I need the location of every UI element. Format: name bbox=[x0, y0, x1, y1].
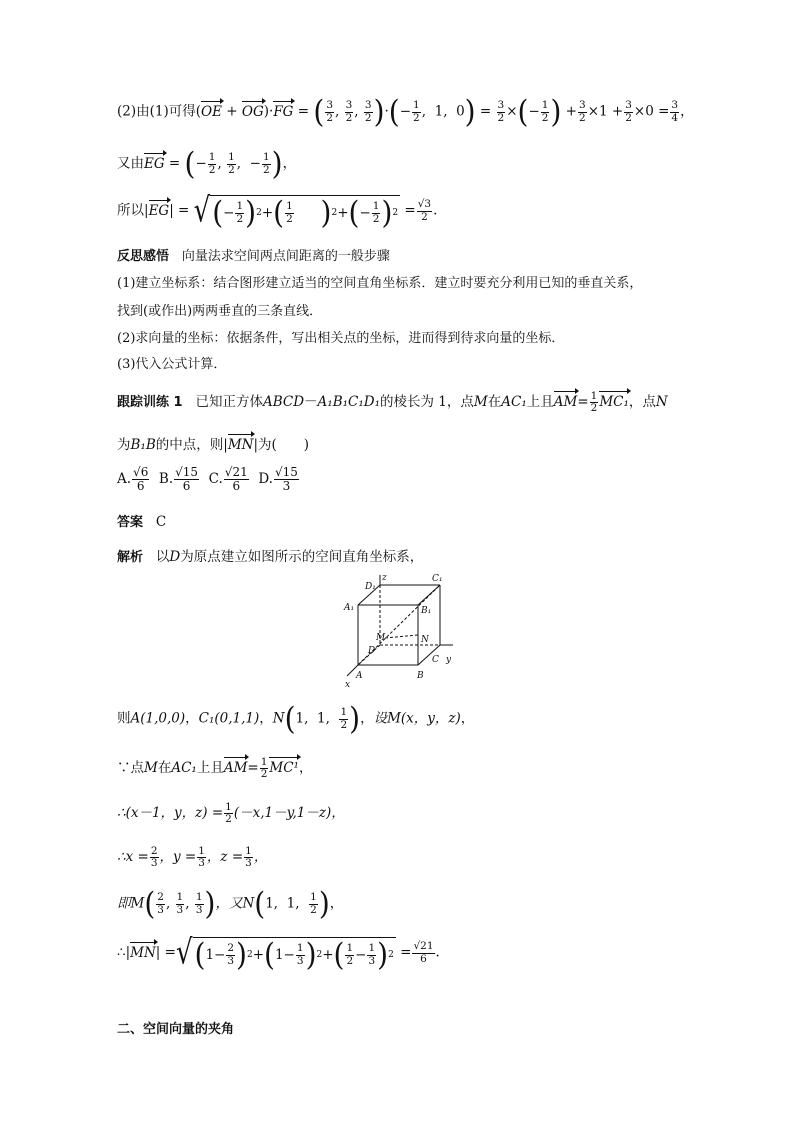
fraction: $\frac{3}{2}$ bbox=[497, 99, 505, 124]
label-c: C bbox=[432, 655, 439, 665]
analysis-label: 解析 bbox=[117, 550, 144, 565]
option-d: D. $\frac{√15}{3}$ bbox=[258, 465, 298, 493]
exercise-line1: 跟踪训练 1 已知正方体ABCD－A₁B₁C₁D₁的棱长为 1，点M在AC₁上且AM= $\frac{1}{2}$ MC₁，点N bbox=[117, 389, 668, 414]
section-title: 二、空间向量的夹角 bbox=[117, 1022, 235, 1037]
vector-am: AM bbox=[223, 760, 248, 776]
vector-mn: MN bbox=[227, 437, 254, 453]
dot-sign: · bbox=[269, 103, 274, 120]
answer-label: 答案 bbox=[117, 515, 144, 530]
len-prefix: 所以| bbox=[117, 202, 149, 219]
label-y: y bbox=[446, 655, 452, 665]
sqrt-expression: √ ( − $\frac{1}{2}$ ) 2 + ( $\frac{1}{2}$ ) 2 + ( − $\frac{1}{2}$ ) 2 bbox=[193, 191, 399, 231]
fraction: $\frac{1}{2}$ bbox=[413, 99, 420, 124]
label-b1: B₁ bbox=[421, 606, 432, 616]
fraction: $\frac{1}{2}$ bbox=[208, 151, 216, 176]
part2-prefix: (2)由(1)可得 bbox=[117, 103, 196, 120]
reflection-title: 反思感悟 bbox=[117, 249, 170, 264]
eg-line: 又由EG = (− $\frac{1}{2}$ , $\frac{1}{2}$ , − $\frac{1}{2}$ )， bbox=[117, 145, 297, 182]
part2-line: (2)由(1)可得(OE + OG)·FG = ( $\frac{3}{2}$ , $\frac{3}{2}$ , $\frac{3}{2}$ )·(− $\frac{1}{2}$ , 1, 0) = $\frac{3}{2}$ ×(− $\frac{1}{2}$ ) + $\frac{3}{2}$ ×1 + $\frac{3}{2}$ ×0 = $\frac{3}{4}$ ， bbox=[117, 93, 694, 130]
analysis-line: 解析 以D为原点建立如图所示的空间直角坐标系， bbox=[117, 549, 424, 565]
therefore-line-2: ∴x = $\frac{2}{3}$ ，y = $\frac{1}{3}$ ，z = $\frac{1}{3}$ ， bbox=[117, 844, 268, 869]
label-a: A bbox=[356, 671, 363, 681]
option-b: B. $\frac{√15}{6}$ bbox=[158, 465, 199, 493]
answer-value: C bbox=[155, 514, 167, 530]
vector-eg: EG bbox=[144, 155, 165, 172]
label-b: B bbox=[417, 671, 424, 681]
vector-oe: OE bbox=[201, 103, 222, 120]
fraction: $\frac{3}{2}$ bbox=[579, 99, 586, 124]
exercise-label: 跟踪训练 1 bbox=[117, 395, 183, 410]
fraction: $\frac{3}{2}$ bbox=[625, 99, 632, 124]
because-line: ∵点M在AC₁上且AM= $\frac{1}{2}$ MC¹， bbox=[117, 755, 313, 780]
fraction: $\frac{3}{2}$ bbox=[326, 99, 333, 124]
vector-mc1: MC₁ bbox=[599, 394, 629, 410]
reflection-step2: (2)求向量的坐标：依据条件，写出相关点的坐标，进而得到待求向量的坐标． bbox=[117, 331, 565, 346]
therefore-line-4: ∴|MN| = √ ( 1− $\frac{2}{3}$ ) 2 + ( 1− $\frac{1}{3}$ ) 2 + ( $\frac{1}{2}$ − $\frac{1}{3}$ ) 2 = $\frac{√21}{6}$ . bbox=[117, 933, 440, 973]
fraction: $\frac{1}{2}$ bbox=[228, 151, 235, 176]
label-a1: A₁ bbox=[344, 603, 355, 613]
label-d1: D₁ bbox=[365, 582, 376, 592]
label-n: N bbox=[421, 635, 429, 645]
reflection-step1a: (1)建立坐标系：结合图形建立适当的空间直角坐标系．建立时要充分利用已知的垂直关系， bbox=[117, 276, 643, 291]
vector-eg: EG bbox=[148, 202, 170, 219]
reflection-heading bbox=[117, 245, 390, 264]
option-c: C. $\frac{√21}{6}$ bbox=[208, 465, 248, 493]
coords-line: 则A(1,0,0)，C₁(0,1,1)，N(1, 1, $\frac{1}{2}$ )，设M(x，y，z)， bbox=[117, 700, 475, 737]
fraction: $\frac{1}{2}$ bbox=[262, 151, 270, 176]
reflection-step3: (3)代入公式计算． bbox=[117, 357, 227, 372]
sqrt-expression: √ ( 1− $\frac{2}{3}$ ) 2 + ( 1− $\frac{1}{3}$ ) 2 + ( $\frac{1}{2}$ − $\frac{1}{3}$ ) 2 bbox=[175, 933, 394, 973]
vector-fg: FG bbox=[273, 103, 294, 120]
fraction: $\frac{1}{2}$ bbox=[541, 99, 549, 124]
result-fraction: $\frac{3}{4}$ bbox=[671, 99, 679, 124]
reflection-step1b: 找到(或作出)两两垂直的三条直线． bbox=[117, 304, 323, 319]
result-fraction: $\frac{√3}{2}$ bbox=[417, 198, 432, 223]
label-m: M bbox=[376, 633, 386, 643]
cube-figure bbox=[335, 572, 460, 692]
label-c1: C₁ bbox=[432, 574, 443, 584]
fraction: $\frac{3}{2}$ bbox=[345, 99, 353, 124]
equals-sign: = bbox=[293, 103, 314, 120]
exercise-line2: 为B₁B的中点，则|MN|为( ) bbox=[117, 437, 310, 453]
fraction: $\frac{3}{2}$ bbox=[364, 99, 372, 124]
answer-line bbox=[117, 511, 166, 530]
vector-mn: MN bbox=[130, 944, 156, 961]
therefore-line-3: 即M( $\frac{2}{3}$ , $\frac{1}{3}$ , $\frac{1}{3}$ )，又N(1, 1, $\frac{1}{2}$ )， bbox=[117, 885, 344, 922]
label-d: D bbox=[368, 646, 376, 656]
eg-prefix: 又由 bbox=[117, 155, 144, 172]
option-a: A. $\frac{√6}{6}$ bbox=[117, 465, 149, 493]
therefore-line-1: ∴(x－1，y，z) = $\frac{1}{2}$ (－x,1－y,1－z)， bbox=[117, 800, 345, 825]
label-z: z bbox=[382, 573, 387, 583]
vector-mc1: MC¹ bbox=[269, 760, 299, 776]
options-row bbox=[117, 466, 300, 492]
plus-sign: + bbox=[221, 103, 242, 120]
eg-length-line: 所以|EG| = √ ( − $\frac{1}{2}$ ) 2 + ( $\frac{1}{2}$ ) 2 + ( − $\frac{1}{2}$ ) 2 = $\frac{√3}{2}$ . bbox=[117, 191, 438, 231]
vector-am: AM bbox=[553, 394, 578, 410]
reflection-subtitle: 向量法求空间两点间距离的一般步骤 bbox=[181, 249, 390, 264]
vector-og: OG bbox=[241, 103, 264, 120]
label-x: x bbox=[345, 680, 351, 690]
